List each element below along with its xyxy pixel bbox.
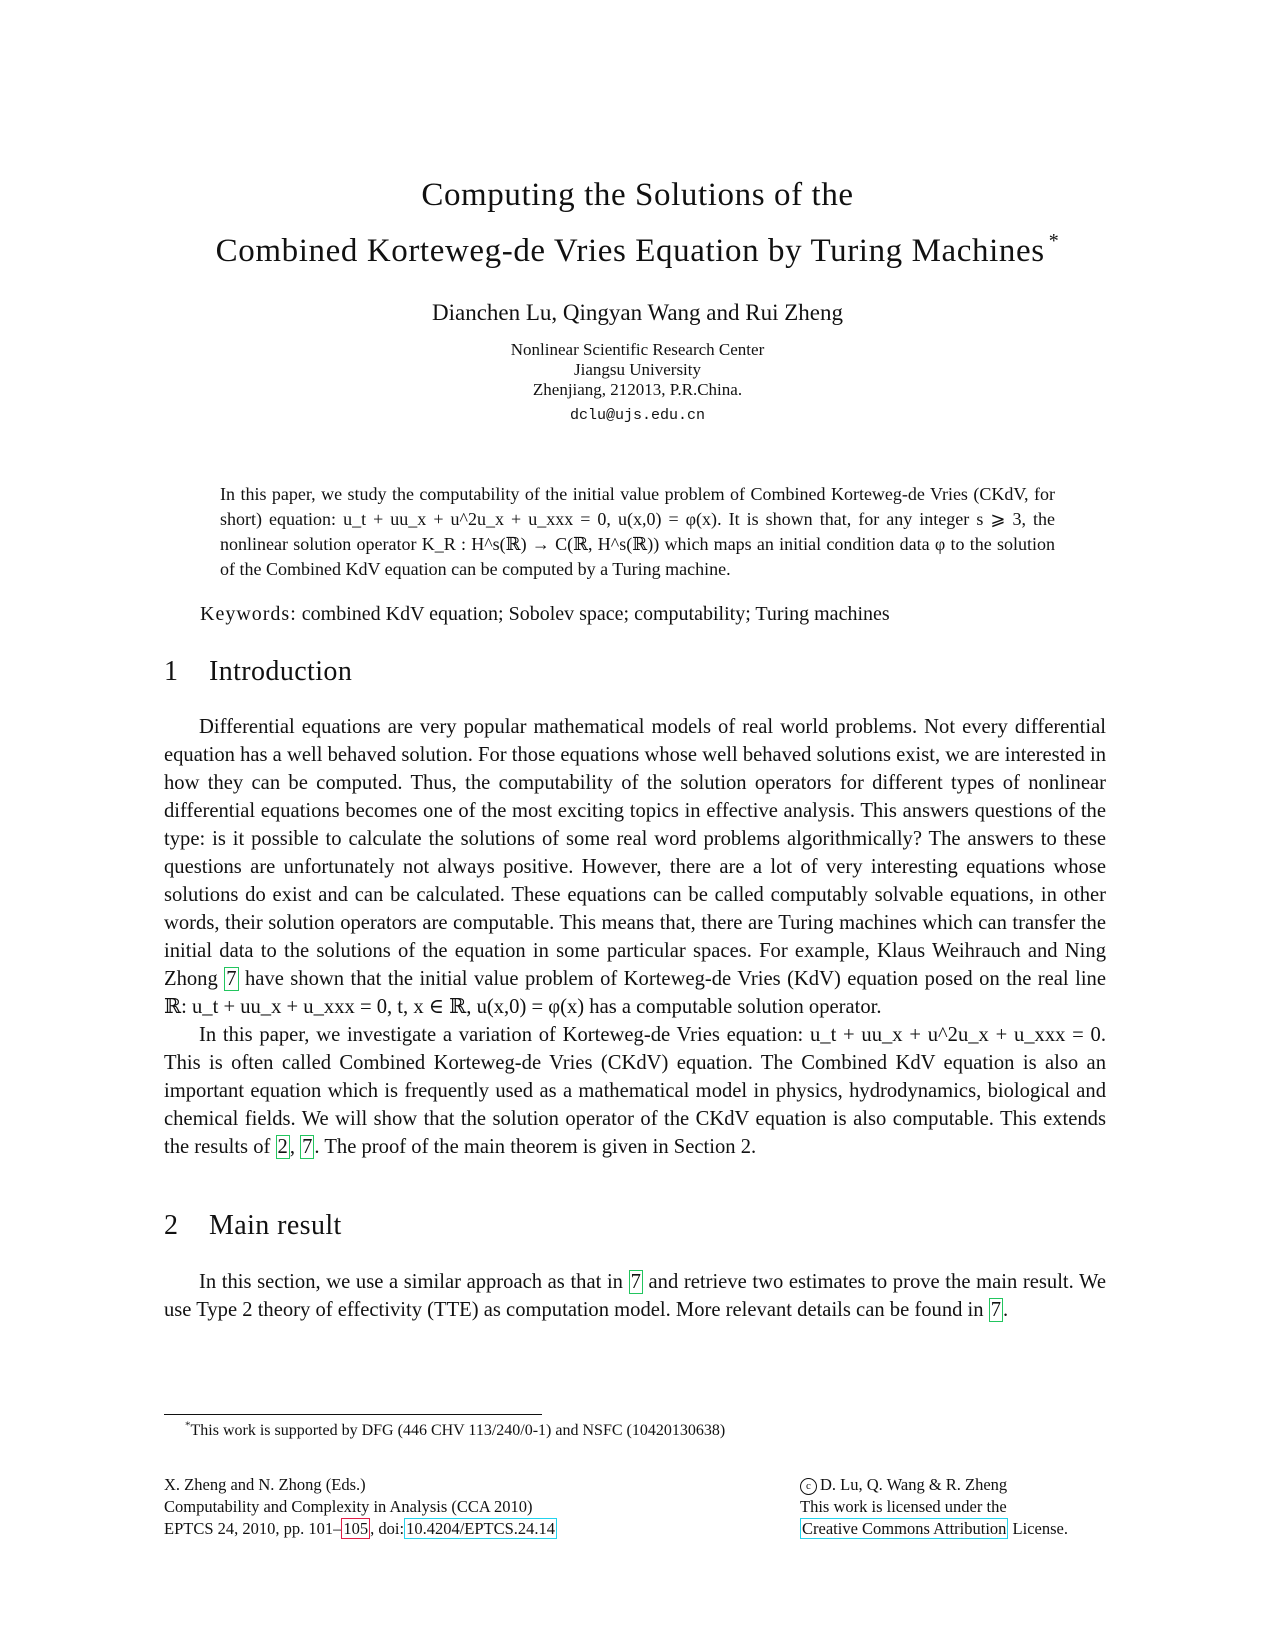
- publication-info: [164, 1474, 557, 1540]
- section-heading-introduction: [164, 656, 352, 688]
- keywords-text: combined KdV equation; Sobolev space; computability; Turing machines: [301, 603, 890, 625]
- main-text: and retrieve two estimates to prove the main result. We use Type 2 theory of effectivity (TTE) as computation model. More relevant details can be found in: [164, 1271, 1106, 1321]
- editors: X. Zheng and N. Zhong (Eds.): [164, 1475, 366, 1494]
- footnote-text: This work is supported by DFG (446 CHV 113/240/0-1) and NSFC (10420130638): [190, 1422, 726, 1439]
- abstract-operator: K_R : H^s(ℝ) → C(ℝ, H^s(ℝ)): [421, 534, 660, 554]
- main-text: .: [1003, 1299, 1009, 1321]
- copyright-icon: c: [800, 1478, 817, 1495]
- introduction-paragraph-1: [164, 713, 1106, 1021]
- license-link[interactable]: Creative Commons Attribution: [802, 1519, 1007, 1538]
- citation-line: [164, 1518, 557, 1540]
- intro-text: Differential equations are very popular mathematical models of real world problems. Not every differential equation has a well behaved solution. For those equations whose well behaved solutions exist, we are interested in how they can be computed. Thus, the computability of the solution operators for different types of nonlinear differential equations becomes one of the most exciting topics in effective analysis. This answers questions of the type: is it possible to calculate the solutions of some real word problems algorithmically? The answers to these questions are unfortunately not always positive. However, there are a lot of very interesting equations whose solutions do exist and can be calculated. These equations can be called computably solvable equations, in other words, their solution operators are computable. This means that, there are Turing machines which can transfer the initial data to the solutions of the equation in some particular spaces. For example, Klaus Weihrauch and Ning Zhong: [164, 716, 1106, 990]
- keywords: [200, 603, 1100, 626]
- section-number: 2: [164, 1210, 179, 1241]
- citation-link[interactable]: 7: [302, 1136, 313, 1158]
- proceedings-name: Computability and Complexity in Analysis (CCA 2010): [164, 1497, 533, 1516]
- abstract-equation: u_t + uu_x + u^2u_x + u_xxx = 0, u(x,0) = φ(x): [343, 509, 718, 529]
- author-email[interactable]: dclu@ujs.edu.cn: [569, 407, 706, 424]
- footnote-divider: [164, 1414, 542, 1415]
- affiliation: [0, 340, 1275, 400]
- license-statement: This work is licensed under the: [800, 1497, 1007, 1516]
- copyright-info: [800, 1474, 1068, 1540]
- title-line-1: Computing the Solutions of the: [421, 177, 854, 213]
- doi-label: , doi:: [370, 1519, 405, 1538]
- affiliation-line-1: Nonlinear Scientific Research Center: [510, 340, 765, 359]
- intro-text: . The proof of the main theorem is given in Section 2.: [314, 1136, 757, 1158]
- citation-link[interactable]: 7: [226, 968, 237, 990]
- pages-label: EPTCS 24, 2010, pp. 101–: [164, 1519, 342, 1538]
- footnote-marker: *: [185, 1419, 191, 1432]
- affiliation-line-2: Jiangsu University: [573, 360, 702, 379]
- affiliation-line-3: Zhenjiang, 212013, P.R.China.: [532, 380, 743, 399]
- section-number: 1: [164, 656, 179, 687]
- citation-link[interactable]: 2: [277, 1136, 288, 1158]
- section-title: Main result: [209, 1210, 342, 1241]
- main-result-paragraph: [164, 1268, 1106, 1324]
- intro-text: In this paper, we investigate a variation of Korteweg-de Vries equation: u_t + uu_x + u^2u_x + u_xxx = 0. This is often called Combined Korteweg-de Vries (CKdV) equation. The Combined KdV equation is also an important equation which is frequently used as a mathematical model in physics, hydrodynamics, biological and chemical fields. We will show that the solution operator of the CKdV equation is also computable. This extends the results of: [164, 1024, 1106, 1158]
- abstract-text-3: which maps an initial condition data φ to the solution of the Combined KdV equation can be computed by a Turing machine.: [220, 534, 1056, 579]
- doi-link[interactable]: 10.4204/EPTCS.24.14: [406, 1519, 556, 1538]
- title-line-2: Combined Korteweg-de Vries Equation by Turing Machines: [215, 233, 1045, 269]
- introduction-paragraph-2: In this paper, we investigate a variation of Korteweg-de Vries equation: u_t + uu_x + u^2u_x + u_xxx = 0. This is often called Combined Korteweg-de Vries (CKdV) equation. The Combined KdV equation is also an important equation which is frequently used as a mathematical model in physics, hydrodynamics, biological and chemical fields. We will show that the solution operator of the CKdV equation is also computable. This extends the results of 2, 7. The proof of the main theorem is given in Section 2.: [164, 1024, 1106, 1158]
- footnote: [185, 1419, 726, 1440]
- last-page-link[interactable]: 105: [343, 1519, 369, 1538]
- abstract: [220, 482, 1055, 582]
- title-footnote-marker[interactable]: *: [1048, 230, 1060, 252]
- section-title: Introduction: [209, 656, 353, 687]
- author-list: Dianchen Lu, Qingyan Wang and Rui Zheng: [432, 300, 843, 325]
- citation-link[interactable]: 7: [990, 1299, 1002, 1321]
- introduction-body: [164, 713, 1106, 1161]
- copyright-holders: D. Lu, Q. Wang & R. Zheng: [820, 1475, 1008, 1494]
- main-result-body: [164, 1268, 1106, 1324]
- abstract-text-1: In this paper, we study the computability of the initial value problem of Combined Korteweg-de Vries (CKdV, for short) equation:: [220, 484, 1055, 529]
- license-suffix: License.: [1008, 1519, 1068, 1538]
- paper-title: [0, 172, 1275, 274]
- keywords-label: Keywords:: [200, 603, 297, 625]
- intro-text: have shown that the initial value problem of Korteweg-de Vries (KdV) equation posed on the real line ℝ: u_t + uu_x + u_xxx = 0, t, x ∈ ℝ, u(x,0) = φ(x) has a computable solution operator.: [164, 968, 1106, 1018]
- section-heading-main-result: [164, 1210, 342, 1242]
- abstract-text-2: . It is shown that, for any integer s ⩾ 3, the nonlinear solution operator: [220, 509, 1056, 554]
- main-text: In this section, we use a similar approach as that in: [199, 1271, 629, 1293]
- citation-link[interactable]: 7: [630, 1271, 641, 1293]
